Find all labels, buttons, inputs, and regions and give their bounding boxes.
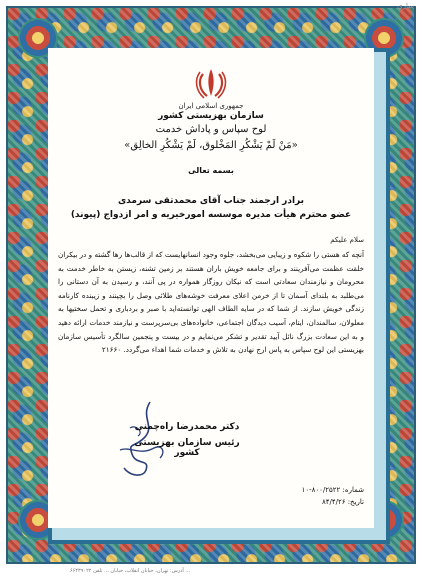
footer-address: آدرس: تهران، خیابان انقلاب، خیابان ... تلفن ۶۶۴۳۹۰۲۲ ... xyxy=(70,568,191,574)
footer-strip xyxy=(0,566,422,580)
invocation: بسمه تعالی xyxy=(188,166,234,175)
reference-date: تاریخ: ۸۴/۴/۲۶ xyxy=(321,498,364,506)
greeting: سلام علیکم xyxy=(330,236,364,244)
quote: «مَنْ لَمْ یَشْکُرِ المَخْلوق، لَمْ یَشْکُرِ الخالِق» xyxy=(124,140,298,151)
reference-number: شماره: ۱۰-۸۰۰/۲۵۲۲ xyxy=(301,486,364,494)
corner-mark: ساری xyxy=(397,2,414,10)
org-name: سازمان بهزیستی کشور xyxy=(158,111,264,121)
signer-name: دکتر محمدرضا راه‌چمنی xyxy=(134,422,240,432)
recipient-name: برادر ارجمند جناب آقای محمدتقی سرمدی xyxy=(117,196,305,206)
org-country: جمهوری اسلامی ایران xyxy=(178,102,244,110)
signer-title: رئیس سازمان بهزیستی کشور xyxy=(134,438,240,458)
reference-block xyxy=(272,484,364,508)
plaque-title: لوح سپاس و پاداش خدمت xyxy=(155,124,267,135)
iran-emblem-icon xyxy=(191,66,231,100)
certificate-content xyxy=(48,48,374,528)
certificate-body: آنچه که هستی را شکوه و زیبایی می‌بخشد، جلوه وجود انسانهایست که از قالب‌ها رها گشته و در بیکران خلقت عظمت می‌آفرینند و برای جامعه خویش باران هستند بر زمین تشنه، زیستن به خاطر خدمت به محرومان و نیازمندان سعادتی است که نیکان روزگار همواره در پی آنند، و رسیدن به آن دستانی را می‌طلبد به بلندای آسمان تا از خرمن اعلای معرفت خوشه‌های طلائی وصل را بچینند و زیبنده کارنامه زندگی خویش سازند. از شما که در سایه الطاف الهی توانسته‌اید با صبر و بردباری و تحمل سختیها به معلولان، سالمندان، ایتام، آسیب دیدگان اجتماعی، خانواده‌های بی‌سرپرست و نیازمند خدمات ارائه دهید و به این سعادت بزرگ نائل آیید تقدیر و تشکر می‌نمایم و در بیست و پنجمین سالگرد تأسیس سازمان بهزیستی این لوح سپاس به پاس ارج نهادن به تلاش و خدمات شما اهداء می‌گردد. ۲۱۶۶۰ xyxy=(58,250,364,355)
recipient-position: عضو محترم هیأت مدیره موسسه امورخیریه و امر ازدواج (پیوند) xyxy=(70,210,352,220)
